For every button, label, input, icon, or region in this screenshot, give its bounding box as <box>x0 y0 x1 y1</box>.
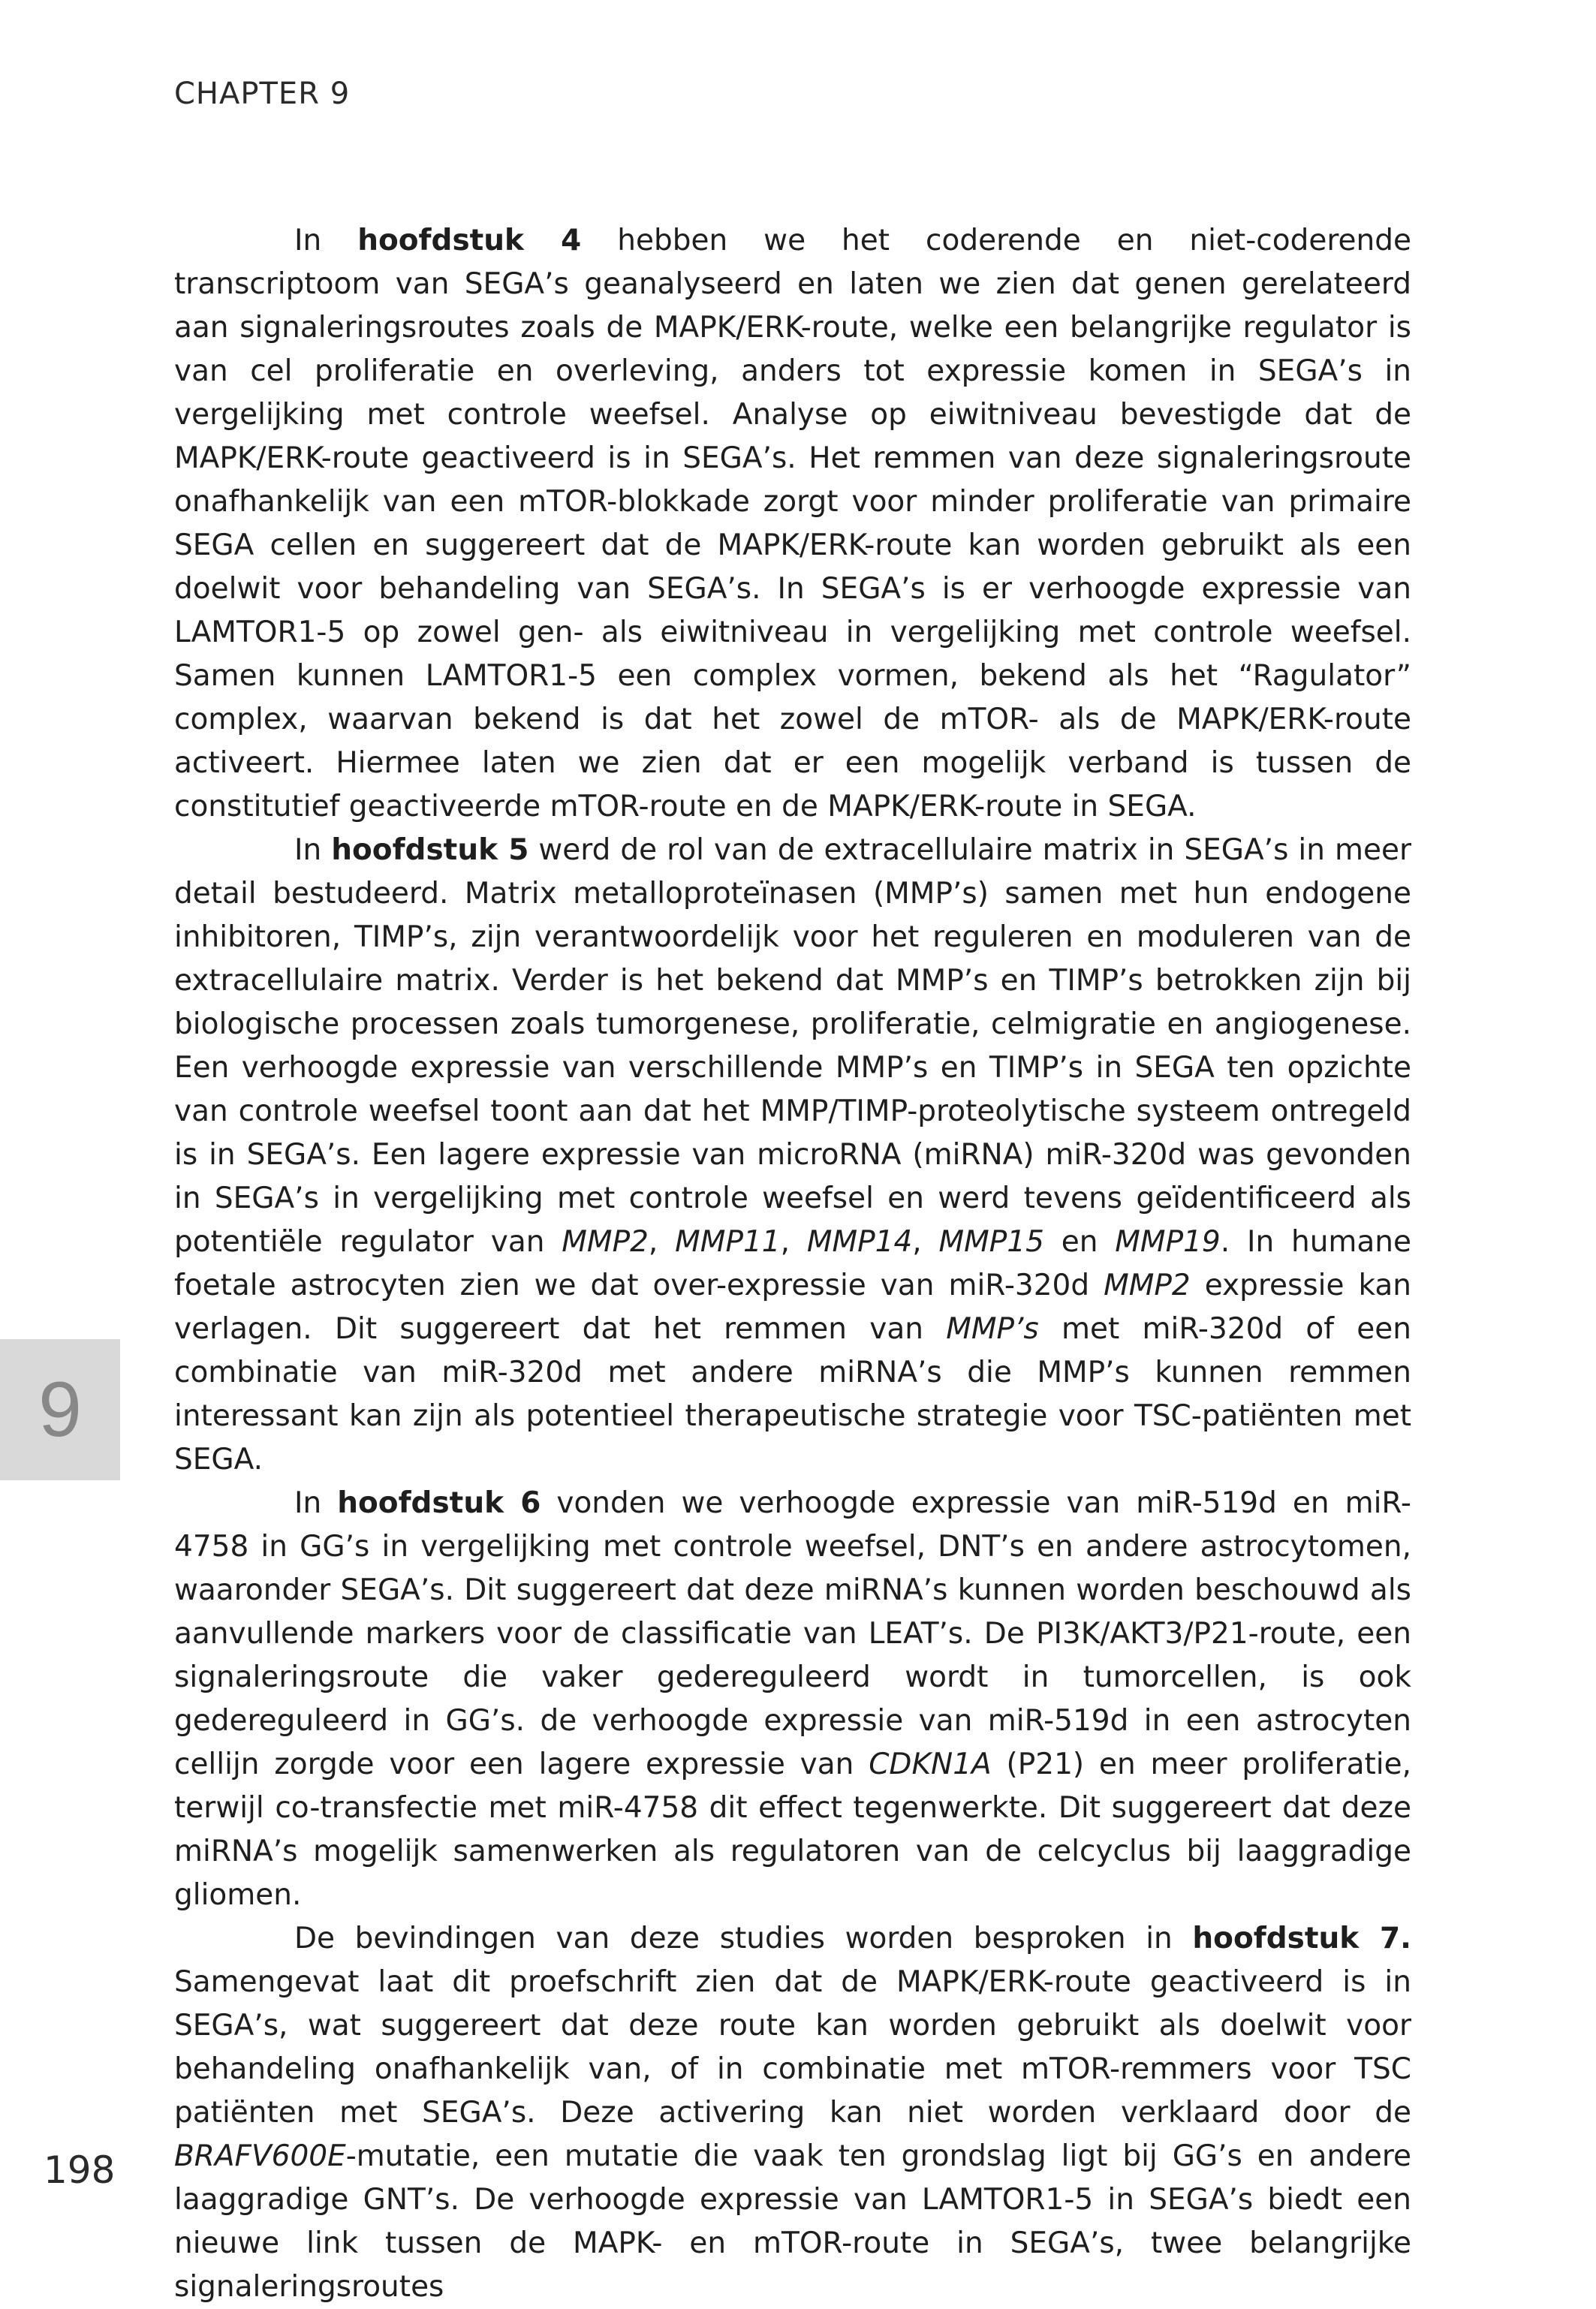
text-run: , <box>780 1225 807 1259</box>
italic-run: MMP19 <box>1115 1225 1221 1259</box>
italic-run: MMP14 <box>806 1225 913 1259</box>
text-run: Samengevat laat dit proefschrift zien dat de MAPK/ERK-route geactiveerd is in SEGA’s, wat suggereert dat deze route kan worden gebruikt als doelwit voor behandeling onafhankelijk van, of in combinatie met mTOR-remmers voor TSC patiënten met SEGA’s. Deze activering kan niet worden verklaard door de <box>174 1965 1411 2130</box>
text-run: expressie kan verlagen. Dit suggereert dat het remmen van <box>174 1269 1411 1346</box>
bold-run: hoofdstuk 5 <box>331 833 529 867</box>
italic-run: CDKN1A <box>869 1748 992 1781</box>
text-run: -mutatie, een mutatie die vaak ten grondslag ligt bij GG’s en andere laaggradige GNT’s. De verhoogde expressie van LAMTOR1-5 in SEGA’s biedt een nieuwe link tussen de MAPK- en mTOR-route in SEGA’s, twee belangrijke signaleringsroutes <box>174 2139 1411 2304</box>
text-run: en <box>1043 1225 1116 1259</box>
text-run: In <box>294 1486 338 1520</box>
italic-run: MMP2 <box>1104 1269 1191 1302</box>
text-run: In <box>294 224 358 257</box>
text-run: werd de rol van de extracellulaire matrix in SEGA’s in meer detail bestudeerd. Matrix metalloproteïnasen (MMP’s) samen met hun endogene inhibitoren, TIMP’s, zijn verantwoordelijk voor het reguleren en moduleren van de extracellulaire matrix. Verder is het bekend dat MMP’s en TIMP’s betrokken zijn bij biologische processen zoals tumorgenese, proliferatie, celmigratie en angiogenese. Een verhoogde expressie van verschillende MMP’s en TIMP’s in SEGA ten opzichte van controle weefsel toont aan dat het MMP/TIMP-proteolytische systeem ontregeld is in SEGA’s. Een lagere expressie van microRNA (miRNA) miR-320d was gevonden in SEGA’s in vergelijking met controle weefsel en werd tevens geïdentificeerd als potentiële regulator van <box>174 833 1411 1259</box>
body-text <box>174 219 1411 2309</box>
italic-run: MMP15 <box>938 1225 1044 1259</box>
paragraph-chapter-4 <box>174 219 1411 829</box>
text-run: , <box>648 1225 676 1259</box>
italic-run: BRAFV600E <box>174 2139 346 2173</box>
text-run: , <box>912 1225 939 1259</box>
text-run: De bevindingen van deze studies worden besproken in <box>294 1922 1193 1955</box>
running-head: CHAPTER 9 <box>174 77 351 111</box>
text-run: (P21) en meer proliferatie, terwijl co-transfectie met miR-4758 dit effect tegenwerkte. Dit suggereert dat deze miRNA’s mogelijk samenwerken als regulatoren van de celcyclus bij laaggradige gliomen. <box>174 1748 1411 1912</box>
bold-run: hoofdstuk 7. <box>1192 1922 1411 1955</box>
text-run: met miR-320d of een combinatie van miR-320d met andere miRNA’s die MMP’s kunnen remmen interessant kan zijn als potentieel therapeutische strategie voor TSC-patiënten met SEGA. <box>174 1312 1411 1477</box>
page-number: 198 <box>44 2148 116 2192</box>
bold-run: hoofdstuk 4 <box>357 224 582 257</box>
paragraph-chapter-5 <box>174 829 1411 1482</box>
text-run: vonden we verhoogde expressie van miR-519d en miR-4758 in GG’s in vergelijking met controle weefsel, DNT’s en andere astrocytomen, waaronder SEGA’s. Dit suggereert dat deze miRNA’s kunnen worden beschouwd als aanvullende markers voor de classificatie van LEAT’s. De PI3K/AKT3/P21-route, een signaleringsroute die vaker gedereguleerd wordt in tumorcellen, is ook gedereguleerd in GG’s. de verhoogde expressie van miR-519d in een astrocyten cellijn zorgde voor een lagere expressie van <box>174 1486 1412 1781</box>
italic-run: MMP11 <box>675 1225 781 1259</box>
text-run: hebben we het coderende en niet-coderende transcriptoom van SEGA’s geanalyseerd en laten we zien dat genen gerelateerd aan signaleringsroutes zoals de MAPK/ERK-route, welke een belangrijke regulator is van cel proliferatie en overleving, anders tot expressie komen in SEGA’s in vergelijking met controle weefsel. Analyse op eiwitniveau bevestigde dat de MAPK/ERK-route geactiveerd is in SEGA’s. Het remmen van deze signaleringsroute onafhankelijk van een mTOR-blokkade zorgt voor minder proliferatie van primaire SEGA cellen en suggereert dat de MAPK/ERK-route kan worden gebruikt als een doelwit voor behandeling van SEGA’s. In SEGA’s is er verhoogde expressie van LAMTOR1-5 op zowel gen- als eiwitniveau in vergelijking met controle weefsel. Samen kunnen LAMTOR1-5 een complex vormen, bekend als het “Ragulator” complex, waarvan bekend is dat het zowel de mTOR- als de MAPK/ERK-route activeert. Hiermee laten we zien dat er een mogelijk verband is tussen de constitutief geactiveerde mTOR-route en de MAPK/ERK-route in SEGA. <box>174 224 1411 823</box>
text-run: In <box>294 833 332 867</box>
text-run: . In humane foetale astrocyten zien we dat over-expressie van miR-320d <box>174 1225 1412 1302</box>
chapter-tab <box>0 1339 120 1480</box>
paragraph-chapter-7 <box>174 1917 1411 2309</box>
bold-run: hoofdstuk 6 <box>337 1486 541 1520</box>
italic-run: MMP2 <box>562 1225 649 1259</box>
italic-run: MMP’s <box>946 1312 1039 1346</box>
chapter-tab-number: 9 <box>38 1365 82 1453</box>
paragraph-chapter-6 <box>174 1482 1411 1917</box>
